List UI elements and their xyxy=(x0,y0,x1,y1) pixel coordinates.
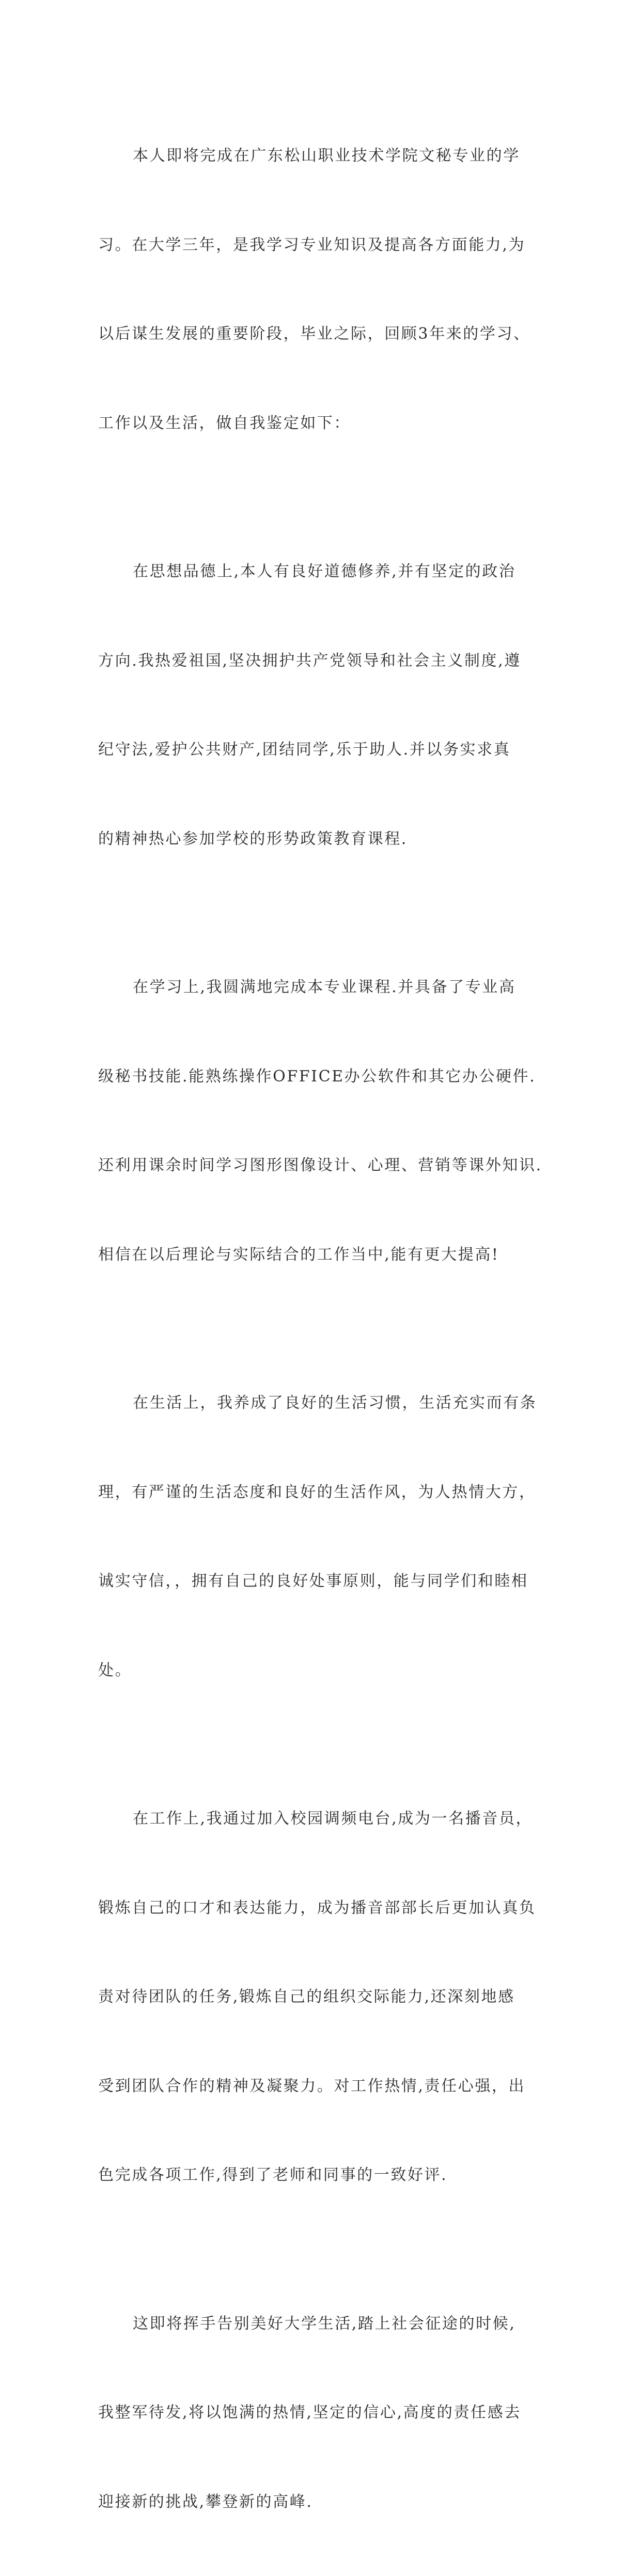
text-line: 理，有严谨的生活态度和良好的生活作风，为人热情大方， xyxy=(98,1478,553,1507)
text-line: 色完成各项工作,得到了老师和同事的一致好评. xyxy=(98,2160,553,2190)
text-line: 锻炼自己的口才和表达能力，成为播音部部长后更加认真负 xyxy=(98,1893,553,1923)
text-line: 在生活上，我养成了良好的生活习惯，生活充实而有条 xyxy=(98,1388,553,1418)
text-line: 在学习上,我圆满地完成本专业课程.并具备了专业高 xyxy=(98,972,553,1002)
text-line: 这即将挥手告别美好大学生活,踏上社会征途的时候, xyxy=(98,2309,553,2339)
text-line: 在思想品德上,本人有良好道德修养,并有坚定的政治 xyxy=(98,557,553,587)
text-line: 纪守法,爱护公共财产,团结同学,乐于助人.并以务实求真 xyxy=(98,735,553,765)
text-line: 我整军待发,将以饱满的热情,坚定的信心,高度的责任感去 xyxy=(98,2398,553,2428)
paragraph-life xyxy=(98,1329,553,1745)
text-line: 责对待团队的任务,锻炼自己的组织交际能力,还深刻地感 xyxy=(98,1982,553,2012)
document-page xyxy=(0,0,641,906)
document-body xyxy=(98,82,553,2576)
text-line: 本人即将完成在广东松山职业技术学院文秘专业的学 xyxy=(98,141,553,171)
text-line: 的精神热心参加学校的形势政策教育课程. xyxy=(98,824,553,854)
text-line: 迎接新的挑战,攀登新的高峰. xyxy=(98,2487,553,2517)
paragraph-intro xyxy=(98,82,553,497)
text-line: 在工作上,我通过加入校园调频电台,成为一名播音员， xyxy=(98,1804,553,1834)
text-line: 习。在大学三年，是我学习专业知识及提高各方面能力,为 xyxy=(98,230,553,260)
paragraph-study xyxy=(98,913,553,1329)
paragraph-work xyxy=(98,1745,553,2250)
text-line: 处。 xyxy=(98,1656,553,1686)
paragraph-conclusion xyxy=(98,2250,553,2576)
text-line: 级秘书技能.能熟练操作OFFICE办公软件和其它办公硬件. xyxy=(98,1062,553,1092)
text-line: 工作以及生活，做自我鉴定如下： xyxy=(98,409,553,438)
text-line: 以后谋生发展的重要阶段，毕业之际，回顾3年来的学习、 xyxy=(98,319,553,349)
text-line: 方向.我热爱祖国,坚决拥护共产党领导和社会主义制度,遵 xyxy=(98,646,553,676)
text-line: 还利用课余时间学习图形图像设计、心理、营销等课外知识. xyxy=(98,1151,553,1181)
text-line: 诚实守信，，拥有自己的良好处事原则，能与同学们和睦相 xyxy=(98,1566,553,1596)
text-line: 受到团队合作的精神及凝聚力。对工作热情,责任心强，出 xyxy=(98,2071,553,2101)
paragraph-ideology xyxy=(98,497,553,913)
text-line: 相信在以后理论与实际结合的工作当中,能有更大提高! xyxy=(98,1240,553,1270)
